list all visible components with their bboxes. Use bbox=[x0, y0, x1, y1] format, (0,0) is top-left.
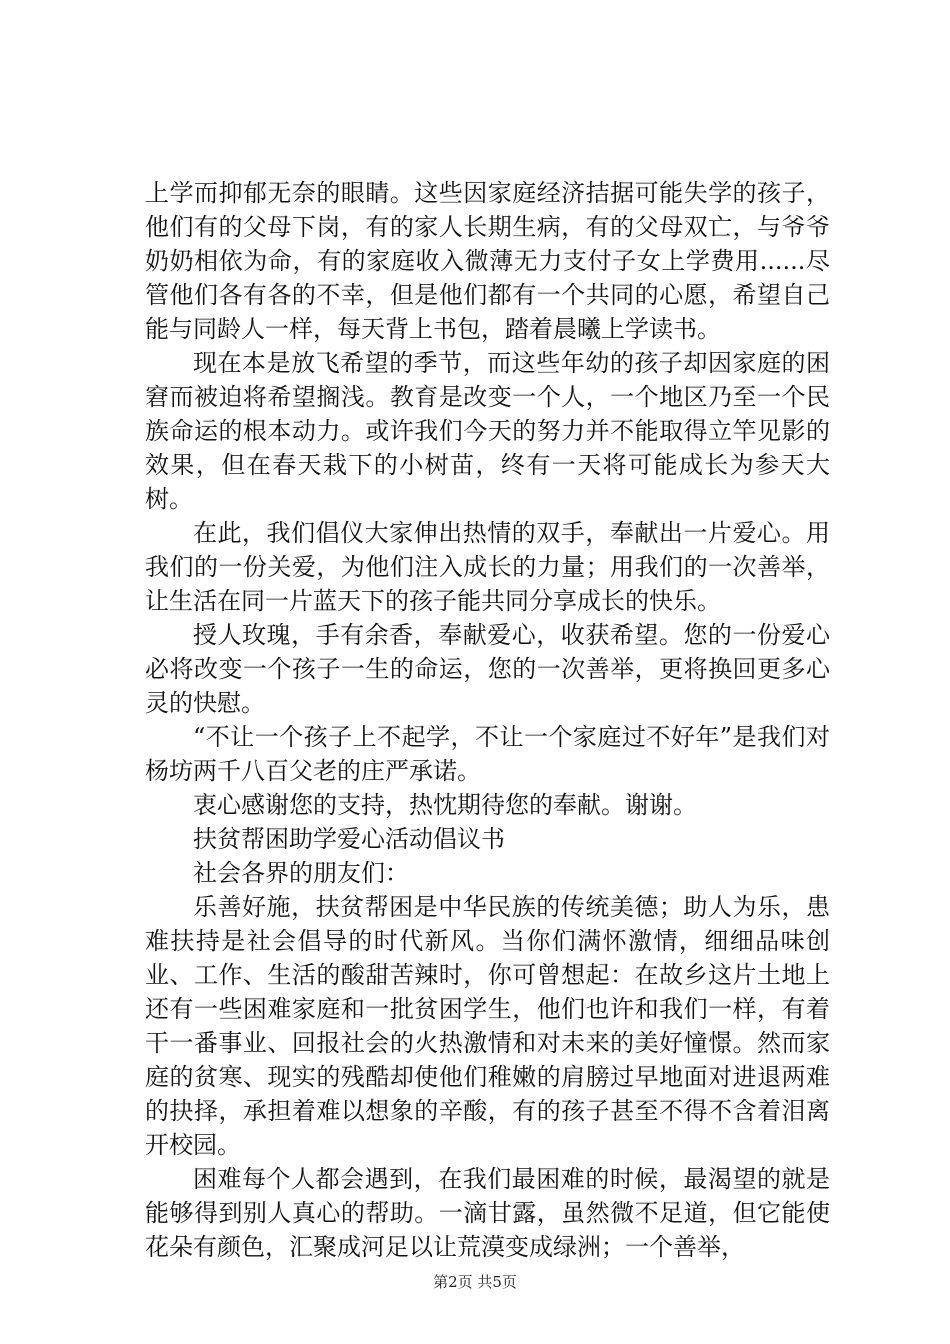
page-footer bbox=[0, 1272, 950, 1292]
paragraph-5: “不让一个孩子上不起学，不让一个家庭过不好年”是我们对杨坊两千八百父老的庄严承诺。 bbox=[145, 723, 830, 785]
paragraph-4: 授人玫瑰，手有余香，奉献爱心，收获希望。您的一份爱心必将改变一个孩子一生的命运，您的一次善举，更将换回更多心灵的快慰。 bbox=[145, 621, 830, 717]
paragraph-8: 困难每个人都会遇到，在我们最困难的时候，最渴望的就是能够得到别人真心的帮助。一滴甘露，虽然微不足道，但它能使花朵有颜色，汇聚成河足以让荒漠变成绿洲；一个善举， bbox=[145, 1165, 830, 1261]
paragraph-1: 上学而抑郁无奈的眼睛。这些因家庭经济拮据可能失学的孩子，他们有的父母下岗，有的家人长期生病，有的父母双亡，与爷爷奶奶相依为命，有的家庭收入微薄无力支付子女上学费用......尽管他们各有各的不幸，但是他们都有一个共同的心愿，希望自己能与同龄人一样，每天背上书包，踏着晨曦上学读书。 bbox=[145, 179, 830, 343]
paragraph-2: 现在本是放飞希望的季节，而这些年幼的孩子却因家庭的困窘而被迫将希望搁浅。教育是改变一个人，一个地区乃至一个民族命运的根本动力。或许我们今天的努力并不能取得立竿见影的效果，但在春天栽下的小树苗，终有一天将可能成长为参天大树。 bbox=[145, 349, 830, 513]
paragraph-6: 衷心感谢您的支持，热忱期待您的奉献。谢谢。 bbox=[193, 791, 697, 819]
salutation: 社会各界的朋友们： bbox=[193, 859, 409, 887]
page-number: 第2页 共5页 bbox=[433, 1273, 517, 1291]
paragraph-3: 在此，我们倡仪大家伸出热情的双手，奉献出一片爱心。用我们的一份关爱，为他们注入成长的力量；用我们的一次善举，让生活在同一片蓝天下的孩子能共同分享成长的快乐。 bbox=[145, 519, 830, 615]
paragraph-7: 乐善好施，扶贫帮困是中华民族的传统美德；助人为乐，患难扶持是社会倡导的时代新风。当你们满怀激情，细细品味创业、工作、生活的酸甜苦辣时，你可曾想起：在故乡这片土地上还有一些困难家庭和一批贫困学生，他们也许和我们一样，有着干一番事业、回报社会的火热激情和对未来的美好憧憬。然而家庭的贫寒、现实的残酷却使他们稚嫩的肩膀过早地面对进退两难的抉择，承担着难以想象的辛酸，有的孩子甚至不得不含着泪离开校园。 bbox=[145, 893, 830, 1159]
section-title: 扶贫帮困助学爱心活动倡议书 bbox=[193, 825, 505, 853]
document-body bbox=[145, 176, 830, 1264]
